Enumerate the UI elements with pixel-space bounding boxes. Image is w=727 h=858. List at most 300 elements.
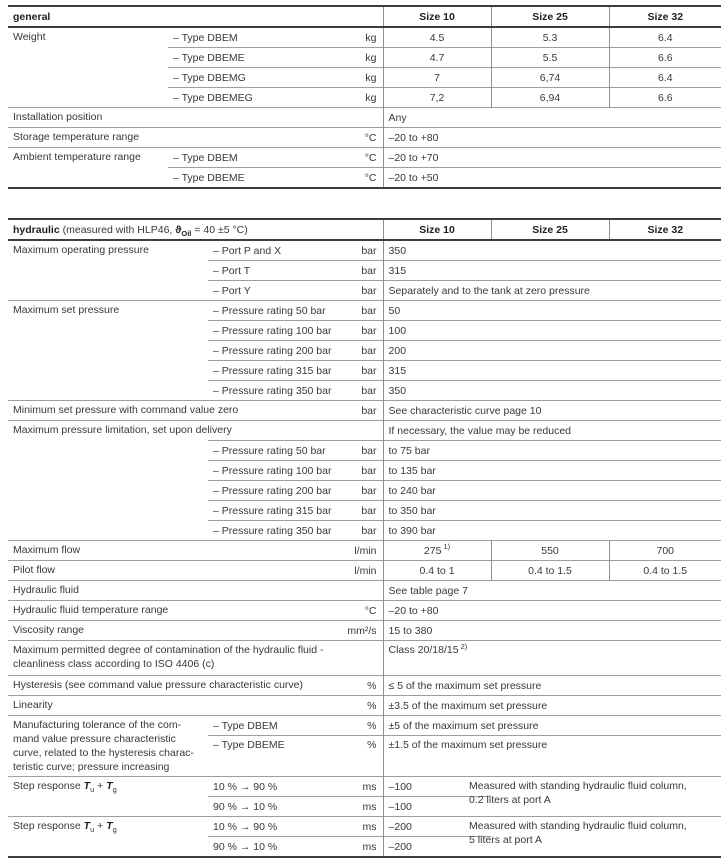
unit-cell: [318, 281, 383, 301]
cell-text: to 135 bar: [388, 464, 436, 477]
text-part: cleanliness class according to ISO 4406 (c): [13, 658, 215, 670]
value-cell: [383, 168, 721, 189]
note-cell: [469, 777, 721, 817]
unit-cell: [318, 261, 383, 281]
cell-text: kg: [365, 71, 377, 84]
cell-text: 6.6: [657, 51, 673, 64]
text-part: mand value pressure characteristic: [13, 733, 176, 745]
text-part: ϑ: [175, 223, 182, 236]
size-value-cell: [491, 561, 609, 581]
cell-text: 6.4: [657, 71, 673, 84]
table-row: [8, 601, 721, 621]
value-cell: [383, 301, 721, 321]
sub-item-cell: [208, 817, 318, 837]
text-part: u: [90, 785, 95, 795]
text-part: T: [106, 820, 113, 832]
value-cell: [383, 321, 721, 341]
text-part: Installation position: [13, 111, 103, 123]
property-cell: [8, 301, 208, 401]
cell-text: bar: [361, 364, 377, 377]
text-part: Weight: [13, 31, 46, 43]
value-cell: [383, 641, 721, 676]
cell-text: 315: [388, 264, 407, 277]
unit-cell: [318, 817, 383, 837]
table-row: [8, 641, 721, 676]
value-cell: [383, 441, 721, 461]
text-part: Maximum flow: [13, 544, 81, 556]
unit-cell: [318, 601, 383, 621]
value-cell: [383, 421, 721, 441]
cell-text: bar: [361, 384, 377, 397]
size-value-cell: [383, 561, 491, 581]
unit-cell: [318, 581, 383, 601]
footnote-marker: 1): [443, 542, 451, 551]
text-part: Hydraulic fluid: [13, 584, 79, 596]
text-part: Pilot flow: [13, 564, 56, 576]
cell-text: 6.4: [657, 31, 673, 44]
size-column-header: Size 25: [491, 219, 609, 240]
value-cell: [383, 381, 721, 401]
size-value-cell: [383, 48, 491, 68]
size-column-header: Size 32: [609, 219, 721, 240]
sub-item-cell: [208, 261, 318, 281]
text-part: (measured with HLP46,: [59, 223, 176, 236]
text-part: +: [94, 780, 107, 792]
table-row: [8, 581, 721, 601]
unit-cell: [318, 777, 383, 797]
cell-text: 90 % → 10 %: [213, 840, 278, 853]
text-part: Hysteresis (see command value pressure characteristic curve): [13, 679, 304, 691]
unit-cell: [318, 621, 383, 641]
unit-cell: [318, 301, 383, 321]
cell-text: 315: [388, 364, 407, 377]
cell-text: 4.7: [429, 51, 445, 64]
sub-item-cell: [208, 521, 332, 541]
cell-text: to 350 bar: [388, 504, 436, 517]
cell-text: bar: [361, 264, 377, 277]
sub-item-cell: [208, 481, 332, 501]
text-part: T: [83, 820, 91, 832]
size-column-header: Size 25: [491, 6, 609, 27]
cell-text: – Pressure rating 315 bar: [213, 364, 332, 377]
unit-cell: [313, 128, 383, 148]
cell-text: – Type DBEME: [173, 171, 245, 184]
cell-text: bar: [361, 444, 377, 457]
text-part: Maximum permitted degree of contamination of the hydraulic fluid -: [13, 644, 324, 656]
cell-text: 700: [656, 544, 675, 557]
cell-text: 100: [388, 324, 407, 337]
unit-cell: [318, 797, 383, 817]
sub-item-cell: [208, 281, 318, 301]
cell-text: – Pressure rating 100 bar: [213, 464, 332, 477]
text-part: Maximum set pressure: [13, 304, 120, 316]
size-column-header: Size 32: [609, 6, 721, 27]
cell-text: 90 % → 10 %: [213, 800, 278, 813]
table-row: [8, 148, 721, 168]
cell-text: – Pressure rating 50 bar: [213, 444, 326, 457]
cell-text: – Type DBEM: [213, 719, 278, 732]
table-section-title: [8, 219, 383, 240]
value-cell: [383, 736, 721, 777]
cell-text: –20 to +70: [388, 151, 439, 164]
cell-text: Separately and to the tank at zero pressure: [388, 284, 590, 297]
sub-item-cell: [208, 361, 332, 381]
cell-text: °C: [364, 151, 377, 164]
note-text: 5 liters at port A: [469, 834, 542, 846]
table-row: [8, 240, 721, 261]
size-value-cell: [491, 48, 609, 68]
size-value-cell: [383, 88, 491, 108]
cell-text: –200: [388, 820, 412, 833]
general-table: [8, 5, 721, 189]
text-part: Minimum set pressure with command value zero: [13, 404, 239, 416]
value-cell: [383, 108, 721, 128]
table-row: [8, 716, 721, 736]
sub-item-cell: [208, 716, 318, 736]
cell-text: ±5 of the maximum set pressure: [388, 719, 539, 732]
table-row: [8, 621, 721, 641]
size-column-header: Size 10: [383, 6, 491, 27]
property-cell: [8, 561, 318, 581]
cell-text: 7: [434, 71, 440, 84]
text-part: g: [112, 785, 117, 795]
unit-cell: [318, 736, 383, 777]
text-part: hydraulic: [13, 223, 60, 236]
cell-text: °C: [364, 171, 377, 184]
text-part: g: [112, 825, 117, 835]
value-cell: [383, 581, 721, 601]
value-cell: [383, 501, 721, 521]
table-row: [8, 27, 721, 48]
cell-text: 350: [388, 384, 407, 397]
size-value-cell: [609, 88, 721, 108]
text-part: Manufacturing tolerance of the com-: [13, 719, 182, 731]
sub-item-cell: [168, 27, 313, 48]
cell-text: ms: [362, 780, 377, 793]
cell-text: – Pressure rating 350 bar: [213, 384, 332, 397]
cell-text: Class 20/18/15: [388, 644, 459, 656]
cell-text: ±1.5 of the maximum set pressure: [388, 739, 548, 751]
sub-item-cell: [208, 441, 326, 461]
property-cell: [8, 601, 318, 621]
value-cell: [383, 341, 721, 361]
unit-cell: [318, 401, 383, 421]
text-part: u: [90, 825, 95, 835]
note-text: Measured with standing hydraulic fluid column,: [469, 780, 687, 792]
value-cell: [383, 696, 721, 716]
value-cell: [383, 716, 721, 736]
cell-text: – Port Y: [213, 284, 251, 297]
value-cell: [383, 676, 721, 696]
sub-item-cell: [208, 797, 318, 817]
table-row: [8, 676, 721, 696]
cell-text: to 75 bar: [388, 444, 430, 457]
value-cell: [383, 148, 721, 168]
size-value-cell: [491, 541, 609, 561]
text-part: Viscosity range: [13, 624, 85, 636]
table-row: [8, 696, 721, 716]
cell-text: %: [367, 719, 377, 732]
sub-item-cell: [208, 341, 332, 361]
text-part: Step response: [13, 820, 84, 832]
cell-text: ≤ 5 of the maximum set pressure: [388, 679, 542, 692]
note-text: 0.2 liters at port A: [469, 794, 551, 806]
value-cell: [383, 521, 721, 541]
text-part: Ambient temperature range: [13, 151, 141, 163]
cell-text: – Port T: [213, 264, 251, 277]
size-value-cell: [609, 541, 721, 561]
size-value-cell: [609, 561, 721, 581]
table-row: [8, 108, 721, 128]
property-cell: [8, 716, 208, 777]
value-cell: [383, 281, 721, 301]
cell-text: 50: [388, 304, 401, 317]
cell-text: ms: [362, 840, 377, 853]
cell-text: 0.4 to 1.5: [643, 564, 688, 577]
text-part: = 40 ±5 °C): [191, 223, 248, 236]
cell-text: –20 to +80: [388, 131, 439, 144]
cell-text: If necessary, the value may be reduced: [388, 424, 572, 437]
size-value-cell: [383, 68, 491, 88]
cell-text: –20 to +80: [388, 604, 439, 617]
property-cell: [8, 676, 318, 696]
cell-text: 10 % → 90 %: [213, 820, 278, 833]
cell-text: kg: [365, 91, 377, 104]
cell-text: See characteristic curve page 10: [388, 404, 542, 417]
cell-text: –100: [388, 780, 412, 793]
property-cell: [8, 777, 208, 817]
cell-text: – Type DBEMG: [173, 71, 246, 84]
cell-text: – Type DBEME: [173, 51, 245, 64]
sub-item-cell: [208, 301, 326, 321]
text-part: +: [94, 820, 107, 832]
cell-text: bar: [361, 464, 377, 477]
cell-text: – Type DBEME: [213, 739, 285, 751]
cell-text: bar: [361, 324, 377, 337]
cell-text: bar: [361, 484, 377, 497]
unit-cell: [318, 696, 383, 716]
unit-cell: [313, 148, 383, 168]
table-section-title: [8, 6, 383, 27]
cell-text: %: [367, 739, 377, 751]
sub-item-cell: [208, 381, 332, 401]
cell-text: l/min: [354, 564, 377, 577]
unit-cell: [313, 27, 383, 48]
table-row: [8, 128, 721, 148]
value-cell: [383, 261, 721, 281]
text-part: T: [83, 780, 91, 792]
note-text-block: [469, 779, 716, 807]
cell-text: kg: [365, 31, 377, 44]
sub-item-cell: [168, 148, 313, 168]
note-cell: [469, 817, 721, 858]
cell-text: –100: [388, 800, 412, 813]
sub-item-cell: [168, 48, 313, 68]
table-row: [8, 421, 721, 441]
text-part: Hydraulic fluid temperature range: [13, 604, 169, 616]
cell-text: – Pressure rating 315 bar: [213, 504, 332, 517]
size-value-cell: [609, 27, 721, 48]
property-cell: [8, 148, 168, 189]
cell-text: –20 to +50: [388, 171, 439, 184]
value-cell: [383, 128, 721, 148]
cell-text: to 390 bar: [388, 524, 436, 537]
hydraulic-table: [8, 218, 721, 858]
cell-text: 15 to 380: [388, 624, 433, 637]
size-value-cell: [383, 27, 491, 48]
cell-text: 6.6: [657, 91, 673, 104]
size-column-header: Size 10: [383, 219, 491, 240]
cell-text: bar: [361, 404, 377, 417]
cell-text: bar: [361, 284, 377, 297]
property-cell: [8, 541, 318, 561]
value-cell: [383, 481, 721, 501]
sub-item-cell: [168, 168, 313, 189]
cell-text: °C: [364, 604, 377, 617]
cell-text: mm²/s: [347, 624, 377, 637]
sub-item-cell: [208, 240, 318, 261]
cell-text: 350: [388, 244, 407, 257]
cell-text: – Type DBEM: [173, 151, 238, 164]
unit-cell: [318, 716, 383, 736]
text-part: teristic curve; pressure increasing: [13, 761, 170, 773]
size-value-cell: [609, 48, 721, 68]
cell-text: – Pressure rating 200 bar: [213, 484, 332, 497]
cell-text: bar: [361, 504, 377, 517]
cell-text: 5.3: [542, 31, 558, 44]
unit-cell: [318, 541, 383, 561]
value-cell: [383, 240, 721, 261]
unit-cell: [318, 561, 383, 581]
table-row: [8, 401, 721, 421]
cell-text: Any: [388, 111, 407, 124]
cell-text: 10 % → 90 %: [213, 780, 278, 793]
cell-text: kg: [365, 51, 377, 64]
cell-text: – Pressure rating 200 bar: [213, 344, 332, 357]
unit-cell: [318, 676, 383, 696]
property-cell: [8, 421, 232, 541]
cell-text: –200: [388, 840, 412, 853]
cell-text: %: [367, 699, 377, 712]
cell-text: bar: [361, 524, 377, 537]
unit-cell: [318, 240, 383, 261]
cell-text: bar: [361, 344, 377, 357]
table-row: [8, 817, 721, 837]
cell-text: to 240 bar: [388, 484, 436, 497]
property-cell: [8, 641, 383, 676]
text-part: Linearity: [13, 699, 53, 711]
unit-cell: [313, 168, 383, 189]
sub-item-cell: [168, 88, 313, 108]
size-value-cell: [383, 541, 491, 561]
sub-item-cell: [208, 321, 332, 341]
size-value-cell: [609, 68, 721, 88]
table-row: [8, 561, 721, 581]
property-cell: [8, 401, 318, 421]
text-part: Maximum operating pressure: [13, 244, 149, 256]
cell-text: 0.4 to 1.5: [528, 564, 572, 577]
sub-item-cell: [208, 837, 318, 858]
unit-cell: [318, 421, 383, 441]
unit-cell: [313, 48, 383, 68]
cell-text: ms: [362, 820, 377, 833]
cell-text: bar: [361, 244, 377, 257]
sub-item-cell: [208, 736, 318, 777]
text-part: curve, related to the hysteresis charac-: [13, 747, 194, 759]
cell-text: %: [367, 679, 377, 692]
cell-text: 7,2: [429, 91, 445, 104]
cell-text: – Port P and X: [213, 244, 282, 257]
text-part: Step response: [13, 780, 84, 792]
value-cell: [383, 601, 721, 621]
cell-text: ±3.5 of the maximum set pressure: [388, 699, 548, 712]
note-text-block: [469, 819, 716, 847]
cell-text: – Type DBEMEG: [173, 91, 253, 104]
unit-cell: [318, 837, 383, 858]
value-cell: [383, 461, 721, 481]
cell-text: – Pressure rating 100 bar: [213, 324, 332, 337]
table-row: [8, 777, 721, 797]
cell-text: bar: [361, 304, 377, 317]
size-value-cell: [491, 27, 609, 48]
text-part: Maximum pressure limitation, set upon delivery: [13, 424, 232, 436]
cell-text: 6,94: [539, 91, 561, 104]
footnote-marker: 2): [460, 641, 468, 651]
text-part: T: [106, 780, 113, 792]
sub-item-cell: [208, 461, 332, 481]
sub-item-cell: [168, 68, 313, 88]
cell-text: 5.5: [542, 51, 558, 64]
text-part: Oil: [181, 228, 192, 238]
cell-text: – Type DBEM: [173, 31, 238, 44]
cell-text: °C: [364, 131, 377, 144]
cell-text: 6,74: [539, 71, 561, 84]
cell-text: See table page 7: [388, 584, 468, 597]
cell-text: 275: [423, 544, 442, 557]
size-value-cell: [491, 68, 609, 88]
cell-text: 550: [541, 544, 559, 557]
size-value-cell: [491, 88, 609, 108]
table-row: [8, 541, 721, 561]
sub-item-cell: [208, 501, 332, 521]
cell-text: 4.5: [429, 31, 445, 44]
cell-text: 0.4 to 1: [419, 564, 455, 577]
cell-text: – Pressure rating 350 bar: [213, 524, 332, 537]
property-cell: [8, 240, 208, 301]
cell-text: 200: [388, 344, 407, 357]
sub-item-cell: [208, 777, 318, 797]
value-cell: [383, 361, 721, 381]
property-cell: [8, 817, 208, 858]
property-cell: [8, 696, 318, 716]
table-row: [8, 301, 721, 321]
unit-cell: [313, 108, 383, 128]
note-text: Measured with standing hydraulic fluid column,: [469, 820, 687, 832]
unit-cell: [318, 441, 383, 461]
text-part: Storage temperature range: [13, 131, 140, 143]
text-part: general: [13, 10, 51, 23]
property-cell: [8, 581, 318, 601]
property-cell: [8, 621, 318, 641]
cell-text: l/min: [354, 544, 377, 557]
unit-cell: [313, 88, 383, 108]
property-cell: [8, 128, 313, 148]
cell-text: ms: [362, 800, 377, 813]
cell-text: – Pressure rating 50 bar: [213, 304, 326, 317]
unit-cell: [313, 68, 383, 88]
property-cell: [8, 27, 168, 108]
property-cell: [8, 108, 313, 128]
